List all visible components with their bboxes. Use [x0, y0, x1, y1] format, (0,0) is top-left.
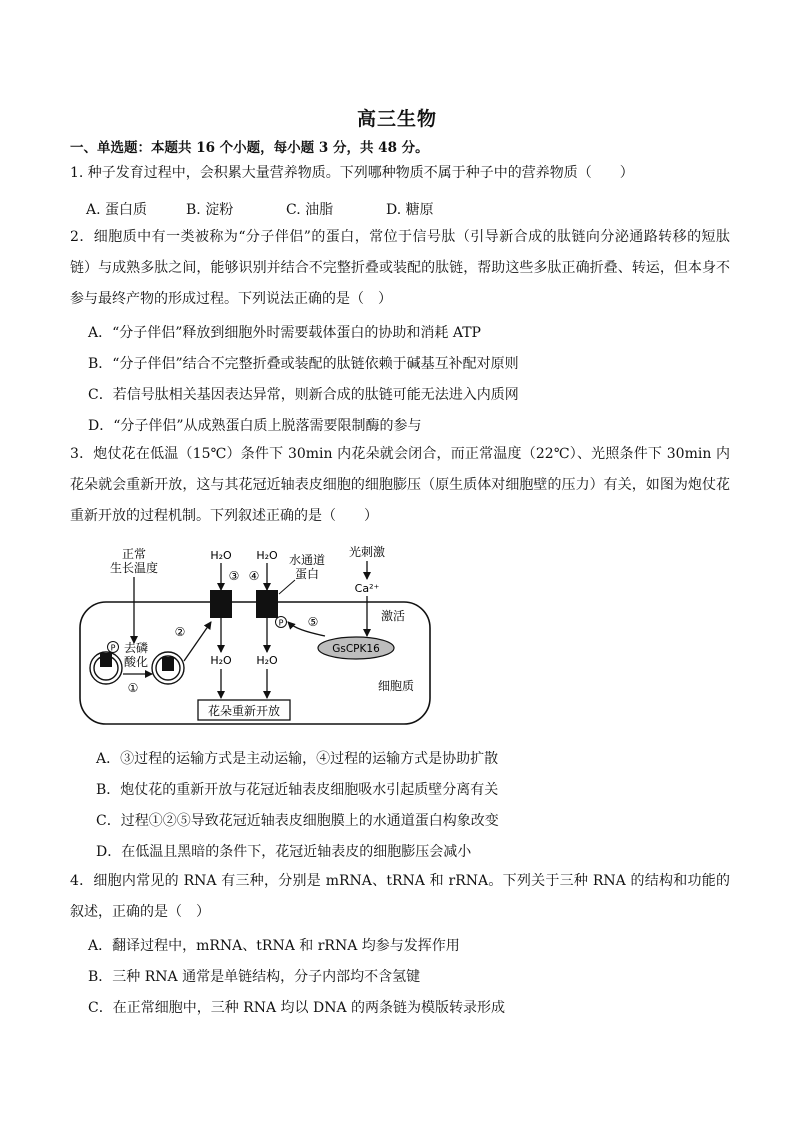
question-2-option-d: D．“分子伴侣”从成熟蛋白质上脱落需要限制酶的参与	[88, 418, 422, 434]
section-header: 一、单选题：本题共 16 个小题，每小题 3 分，共 48 分。	[70, 140, 429, 156]
mechanism-figure	[70, 540, 440, 730]
dephos-label-1: 去磷	[123, 641, 149, 655]
phosphate-label-left: P	[110, 643, 116, 653]
step-4-label: ④	[248, 569, 260, 583]
question-3-option-d: D．在低温且黑暗的条件下，花冠近轴表皮的细胞膨压会减小	[96, 844, 472, 860]
normal-temp-label-2: 生长温度	[109, 561, 159, 575]
question-3-option-b: B．炮仗花的重新开放与花冠近轴表皮细胞吸水引起质壁分离有关	[96, 782, 499, 798]
step-2-arrow	[184, 622, 211, 661]
question-2-stem: 2．细胞质中有一类被称为“分子伴侣”的蛋白，常位于信号肽（引导新合成的肽链向分泌通路转移的短肽链）与成熟多肽之间，能够识别并结合不完整折叠或装配的肽链，帮助这些多肽正确折叠、转运，但本身不参与最终产物的形成过程。下列说法正确的是（ ）	[70, 229, 730, 307]
protein-left	[100, 653, 112, 667]
question-2-option-b: B．“分子伴侣”结合不完整折叠或装配的肽链依赖于碱基互补配对原则	[88, 356, 519, 372]
aquaporin-label-1: 水通道	[288, 553, 326, 567]
cytoplasm-label: 细胞质	[377, 679, 415, 693]
question-4-option-a: A．翻译过程中，mRNA、tRNA 和 rRNA 均参与发挥作用	[88, 938, 460, 954]
h2o-top-3: H₂O	[210, 549, 232, 562]
question-3-option-c: C．过程①②⑤导致花冠近轴表皮细胞膜上的水通道蛋白构象改变	[96, 813, 499, 829]
aquaporin-label-2: 蛋白	[294, 567, 320, 581]
h2o-bottom-3: H₂O	[210, 654, 232, 667]
aquaporin-3	[210, 590, 232, 618]
light-stimulus-label: 光刺激	[348, 545, 386, 559]
h2o-top-4: H₂O	[256, 549, 278, 562]
question-4-option-c: C．在正常细胞中，三种 RNA 均以 DNA 的两条链为模版转录形成	[88, 1000, 505, 1016]
calcium-label: Ca²⁺	[354, 582, 380, 595]
question-3-stem: 3．炮仗花在低温（15℃）条件下 30min 内花朵就会闭合，而正常温度（22℃）、光照条件下 30min 内花朵就会重新开放，这与其花冠近轴表皮细胞的细胞膨压（原生质体对细胞壁的压力）有关，如图为炮仗花重新开放的过程机制。下列叙述正确的是（ ）	[70, 446, 730, 524]
step-2-label: ②	[174, 625, 186, 639]
step-3-label: ③	[228, 569, 240, 583]
question-4-stem: 4．细胞内常见的 RNA 有三种，分别是 mRNA、tRNA 和 rRNA。下列关于三种 RNA 的结构和功能的叙述，正确的是（ ）	[70, 873, 730, 920]
activate-label: 激活	[381, 609, 406, 623]
reopen-label: 花朵重新开放	[207, 704, 281, 718]
page-title: 高三生物	[356, 108, 437, 130]
step-5-label: ⑤	[307, 615, 319, 629]
question-1-option-b: B. 淀粉	[186, 202, 234, 218]
question-3-option-a: A．③过程的运输方式是主动运输，④过程的运输方式是协助扩散	[96, 751, 499, 767]
step-1-label: ①	[127, 681, 139, 695]
question-1-options	[86, 199, 486, 219]
question-1-option-c: C. 油脂	[286, 202, 334, 218]
normal-temp-label-1: 正常	[121, 547, 147, 561]
aquaporin-4	[256, 590, 278, 618]
step-5-arrow	[288, 622, 325, 636]
aquaporin-pointer	[279, 580, 295, 594]
phosphate-label-aquaporin: P	[278, 618, 284, 628]
question-1-stem: 1. 种子发育过程中，会积累大量营养物质。下列哪种物质不属于种子中的营养物质（ ）	[70, 165, 634, 181]
question-2-option-a: A．“分子伴侣”释放到细胞外时需要载体蛋白的协助和消耗 ATP	[88, 325, 481, 341]
protein-right	[162, 657, 174, 671]
question-1-option-a: A. 蛋白质	[86, 202, 148, 218]
question-4-option-b: B．三种 RNA 通常是单链结构，分子内部均不含氢键	[88, 969, 421, 985]
kinase-label: GsCPK16	[332, 643, 380, 655]
h2o-bottom-4: H₂O	[256, 654, 278, 667]
question-2-option-c: C．若信号肽相关基因表达异常，则新合成的肽链可能无法进入内质网	[88, 387, 519, 403]
question-1-option-d: D. 糖原	[386, 202, 434, 218]
dephos-label-2: 酸化	[123, 655, 149, 669]
